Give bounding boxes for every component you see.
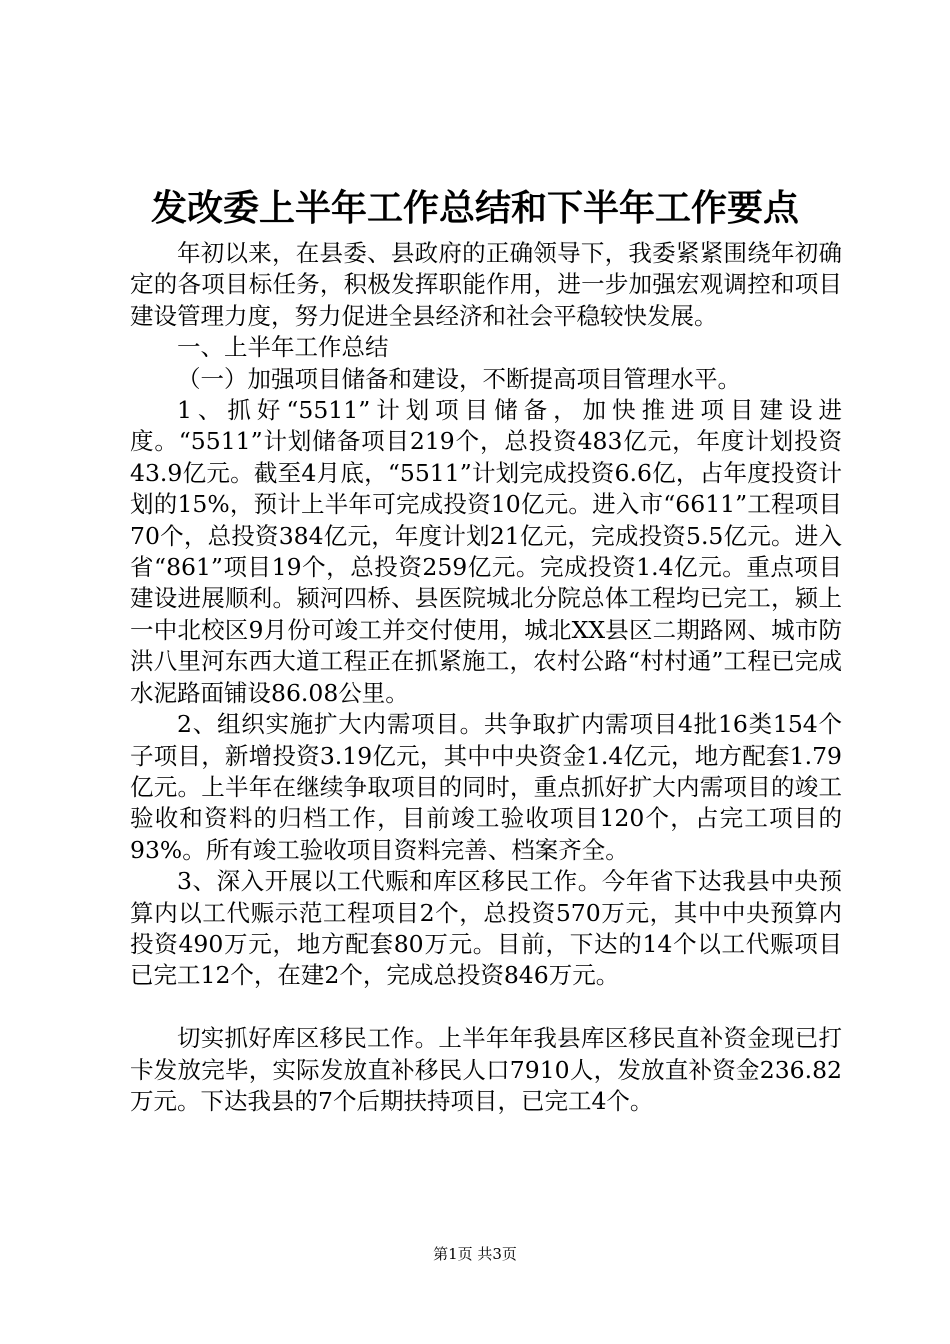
paragraph-item-2: 2、组织实施扩大内需项目。共争取扩内需项目4批16类154个子项目，新增投资3.19亿元，其中中央资金1.4亿元，地方配套1.79亿元。上半年在继续争取项目的同时，重点抓好扩大内需项目的竣工验收和资料的归档工作，目前竣工验收项目120个，占完工项目的93%。所有竣工验收项目资料完善、档案齐全。 <box>130 710 842 864</box>
paragraph-item-1: 1、抓好“5511”计划项目储备，加快推进项目建设进度。“5511”计划储备项目219个，总投资483亿元，年度计划投资43.9亿元。截至4月底，“5511”计划完成投资6.6亿，占年度投资计划的15%，预计上半年可完成投资10亿元。进入市“6611”工程项目70个，总投资384亿元，年度计划21亿元，完成投资5.5亿元。进入省“861”项目19个，总投资259亿元。完成投资1.4亿元。重点项目建设进展顺利。颍河四桥、县医院城北分院总体工程均已完工，颍上一中北校区9月份可竣工并交付使用，城北XX县区二期路网、城市防洪八里河东西大道工程正在抓紧施工，农村公路“村村通”工程已完成水泥路面铺设86.08公里。 <box>130 396 842 707</box>
document-body <box>130 238 842 1117</box>
paragraph-item-3: 3、深入开展以工代赈和库区移民工作。今年省下达我县中央预算内以工代赈示范工程项目2个，总投资570万元，其中中央预算内投资490万元，地方配套80万元。目前，下达的14个以工代赈项目已完工12个，在建2个，完成总投资846万元。 <box>130 867 842 990</box>
subsection-heading: （一）加强项目储备和建设，不断提高项目管理水平。 <box>177 364 741 393</box>
paragraph-resettlement: 切实抓好库区移民工作。上半年年我县库区移民直补资金现已打卡发放完毕，实际发放直补移民人口7910人，发放直补资金236.82万元。下达我县的7个后期扶持项目，已完工4个。 <box>130 1024 842 1115</box>
section-heading: 一、上半年工作总结 <box>177 333 389 362</box>
document-title: 发改委上半年工作总结和下半年工作要点 <box>150 187 799 229</box>
intro-paragraph: 年初以来，在县委、县政府的正确领导下，我委紧紧围绕年初确定的各项目标任务，积极发挥职能作用，进一步加强宏观调控和项目建设管理力度，努力促进全县经济和社会平稳较快发展。 <box>130 239 842 330</box>
page-footer: 第1页 共3页 <box>433 1245 517 1263</box>
